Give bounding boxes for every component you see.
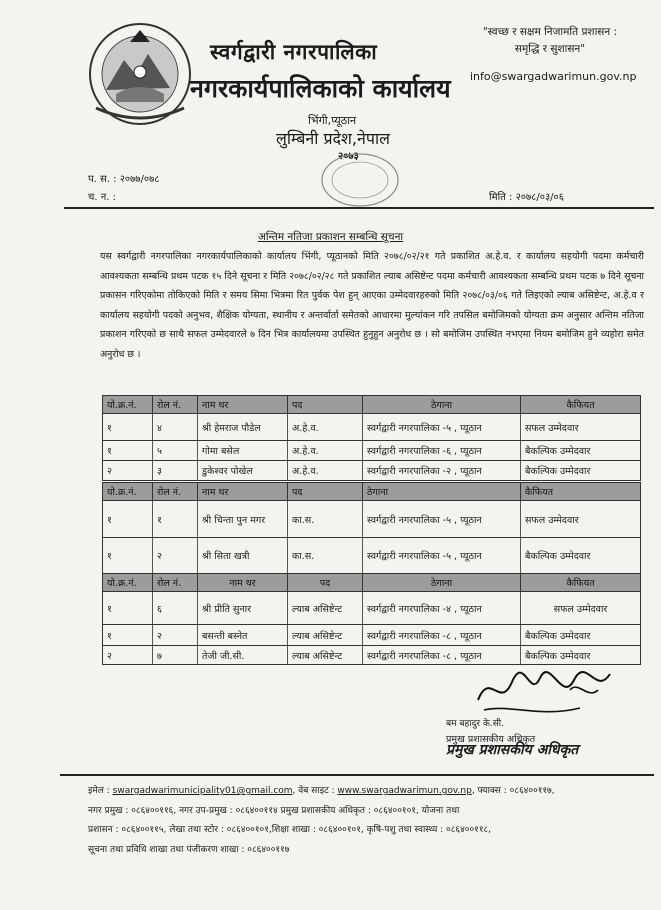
footer-fax: , फ्याक्स : ०८६४००११७, [471,786,555,796]
year-mark: २०७३ [338,151,359,162]
header-roll: रोल नं. [153,396,198,414]
table-row [103,441,641,461]
cell-address: स्वर्गद्वारी नगरपालिका -६ , प्यूठान [363,441,521,461]
cell-sn: १ [103,501,153,538]
footer-line-4: सूचना तथा प्रविधि शाखा तथा पंजीकरण शाखा : ०८६४००११७ [88,844,290,855]
handwritten-signature-icon [470,660,620,722]
dispatch-number: च. न. : [88,192,116,203]
header-roll: रोल नं. [153,574,198,592]
table-row [103,461,641,481]
header-post: पद [288,396,363,414]
cell-address: स्वर्गद्वारी नगरपालिका -५ , प्यूठान [363,414,521,441]
notice-subject: अन्तिम नतिजा प्रकाशन सम्बन्धि सूचना [257,231,404,243]
municipality-name: स्वर्गद्वारी नगरपालिका [210,40,378,64]
header-remarks: कैफियत [521,396,641,414]
cell-sn: १ [103,592,153,625]
table-row [103,414,641,441]
header-address: ठेगाना [363,483,521,501]
reference-number: प. स. : २०७७/०७८ [88,174,160,185]
cell-name: तेजी जी.सी. [198,646,288,665]
notice-body: यस स्वर्गद्वारी नगरपालिका नगरकार्यपालिकाको कार्यालय भिंगी, प्यूठानको मिति २०७८/०२/२१ गते प्रकाशित अ.हे.व. र कार्यालय सहयोगी पदमा कर्मचारी आवश्यकता सम्बन्धि प्रथम पटक १५ दिने सूचना र मिति २०७८/०२/२८ गते प्रकाशित ल्याब असिष्टेन्ट पदमा कर्मचारी आवश्यकता सम्बन्धि प्रथम पटक ७ दिने सूचना प्रकासन गरिएकोमा तोकिएको मिति र समय सिमा भित्रमा रित पुर्वक पेश हुन् आएका उम्मेदवारहरुको मिति २०७८/०३/०६ गते लिइएको ल्याब असिष्टेन्ट, अ.हे.व र कार्यालय सहयोगी पदको अनुभव, शैक्षिक योग्यता, स्थानीय र अन्तर्वार्ता समेतको आधारमा मुल्यांकन गरि तपसिल बमोजिमको योग्यता क्रम अनुसार अन्तिम नतिजा प्रकाशन गरिएको छ साथै सफल उम्मेदवारले ७ दिन भित्र कार्यालयमा उपस्थित हुनुहुन अनुरोध छ । सो बमोजिम उपस्थित नभएमा नियम बमोजिम हुने व्यहोरा समेत अनुरोध छ । [100,251,644,360]
cell-roll: ४ [153,414,198,441]
motto-line-2: समृद्धि र सुशासन" [514,43,586,55]
cell-roll: ३ [153,461,198,481]
header-email: info@swargadwarimun.gov.np [470,70,637,83]
results-table-1 [102,395,641,481]
cell-sn: २ [103,461,153,481]
office-stamp-icon [318,150,402,210]
table-row [103,501,641,538]
cell-sn: १ [103,625,153,646]
location-line: भिंगी,प्यूठान [308,114,357,127]
signatory-name: बम बहादुर के.सी. [446,719,505,729]
header-name: नाम थर [198,483,288,501]
header-post: पद [288,483,363,501]
footer-web-label: , वेब साइट : [292,786,338,796]
results-table-3 [102,573,641,665]
cell-roll: २ [153,538,198,574]
cell-post: ल्याब असिष्टेन्ट [288,646,363,665]
cell-address: स्वर्गद्वारी नगरपालिका -४ , प्यूठान [363,592,521,625]
table-header-row [103,483,641,501]
cell-name: गोमा बसेल [198,441,288,461]
cell-post: का.स. [288,538,363,574]
table-header-row [103,396,641,414]
cell-address: स्वर्गद्वारी नगरपालिका -८ , प्यूठान [363,646,521,665]
cell-post: ल्याब असिष्टेन्ट [288,592,363,625]
cell-remarks: बैकल्पिक उम्मेदवार [521,441,641,461]
table-row [103,592,641,625]
cell-address: स्वर्गद्वारी नगरपालिका -२ , प्यूठान [363,461,521,481]
motto-line-1: "स्वच्छ र सक्षम निजामति प्रशासन : [482,26,618,38]
header-name: नाम थर [198,574,288,592]
cell-remarks: सफल उम्मेदवार [521,414,641,441]
header-sn: यो.क्र.नं. [103,396,153,414]
header-sn: यो.क्र.नं. [103,574,153,592]
cell-roll: १ [153,501,198,538]
header-name: नाम थर [198,396,288,414]
signatory-stamp: प्रमुख प्रशासकीय अधिकृत [446,742,579,758]
cell-name: श्री प्रीति सुनार [198,592,288,625]
header-divider [64,207,654,209]
header-post: पद [288,574,363,592]
cell-post: ल्याब असिष्टेन्ट [288,625,363,646]
signatory-title: प्रमुख प्रशासकीय अधिकृत [446,734,536,745]
cell-remarks: बैकल्पिक उम्मेदवार [521,461,641,481]
footer-line-1 [88,782,648,802]
footer-web-link[interactable]: www.swargadwarimun.gov.np [337,786,472,796]
cell-sn: १ [103,414,153,441]
cell-sn: १ [103,441,153,461]
nepal-emblem-icon [86,20,194,128]
table-row [103,538,641,574]
cell-name: बसन्ती बस्नेत [198,625,288,646]
motto [470,24,630,58]
cell-remarks: बैकल्पिक उम्मेदवार [521,538,641,574]
cell-name: श्री हेमराज पौडेल [198,414,288,441]
header-address: ठेगाना [363,396,521,414]
cell-remarks: बैकल्पिक उम्मेदवार [521,646,641,665]
footer-divider [60,774,654,776]
cell-name: श्री चिन्ता पुन मगर [198,501,288,538]
cell-roll: ५ [153,441,198,461]
cell-address: स्वर्गद्वारी नगरपालिका -५ , प्यूठान [363,538,521,574]
footer-line-2: नगर प्रमुख : ०८६४००११६, नगर उप-प्रमुख : ०८६४००११४ प्रमुख प्रशासकीय अधिकृत : ०८६४००१०१, योजना तथा [88,805,460,816]
letter-date: मिति : २०७८/०३/०६ [489,192,564,203]
cell-post: का.स. [288,501,363,538]
header-sn: यो.क्र.नं. [103,483,153,501]
office-name: नगरकार्यपालिकाको कार्यालय [190,74,451,103]
cell-post: अ.हे.व. [288,461,363,481]
table-row [103,625,641,646]
cell-roll: २ [153,625,198,646]
cell-remarks: बैकल्पिक उम्मेदवार [521,625,641,646]
cell-sn: १ [103,538,153,574]
cell-name: श्री सिता खत्री [198,538,288,574]
header-roll: रोल नं. [153,483,198,501]
cell-roll: ६ [153,592,198,625]
cell-post: अ.हे.व. [288,414,363,441]
cell-remarks: सफल उम्मेदवार [521,501,641,538]
footer-contacts [88,782,648,860]
footer-line-3: प्रशासन : ०८६४००११५, लेखा तथा स्टोर : ०८६४००१०१,शिक्षा शाखा : ०८६४००१०१, कृषि-पशु तथा स्वास्थ्य : ०८६४००११८, [88,825,492,835]
table-header-row [103,574,641,592]
header-remarks: कैफियत [521,483,641,501]
header-remarks: कैफियत [521,574,641,592]
cell-roll: ७ [153,646,198,665]
province-line: लुम्बिनी प्रदेश,नेपाल [276,129,390,148]
cell-name: डुकेश्वर पोखेल [198,461,288,481]
cell-address: स्वर्गद्वारी नगरपालिका -५ , प्यूठान [363,501,521,538]
footer-email-link[interactable]: swargadwarimunicipality01@gmail.com [112,786,293,796]
cell-post: अ.हे.व. [288,441,363,461]
header-address: ठेगाना [363,574,521,592]
cell-sn: २ [103,646,153,665]
footer-email-label: इमेल : [88,786,113,796]
cell-address: स्वर्गद्वारी नगरपालिका -८ , प्यूठान [363,625,521,646]
results-table-2 [102,482,641,574]
cell-remarks: सफल उम्मेदवार [521,592,641,625]
